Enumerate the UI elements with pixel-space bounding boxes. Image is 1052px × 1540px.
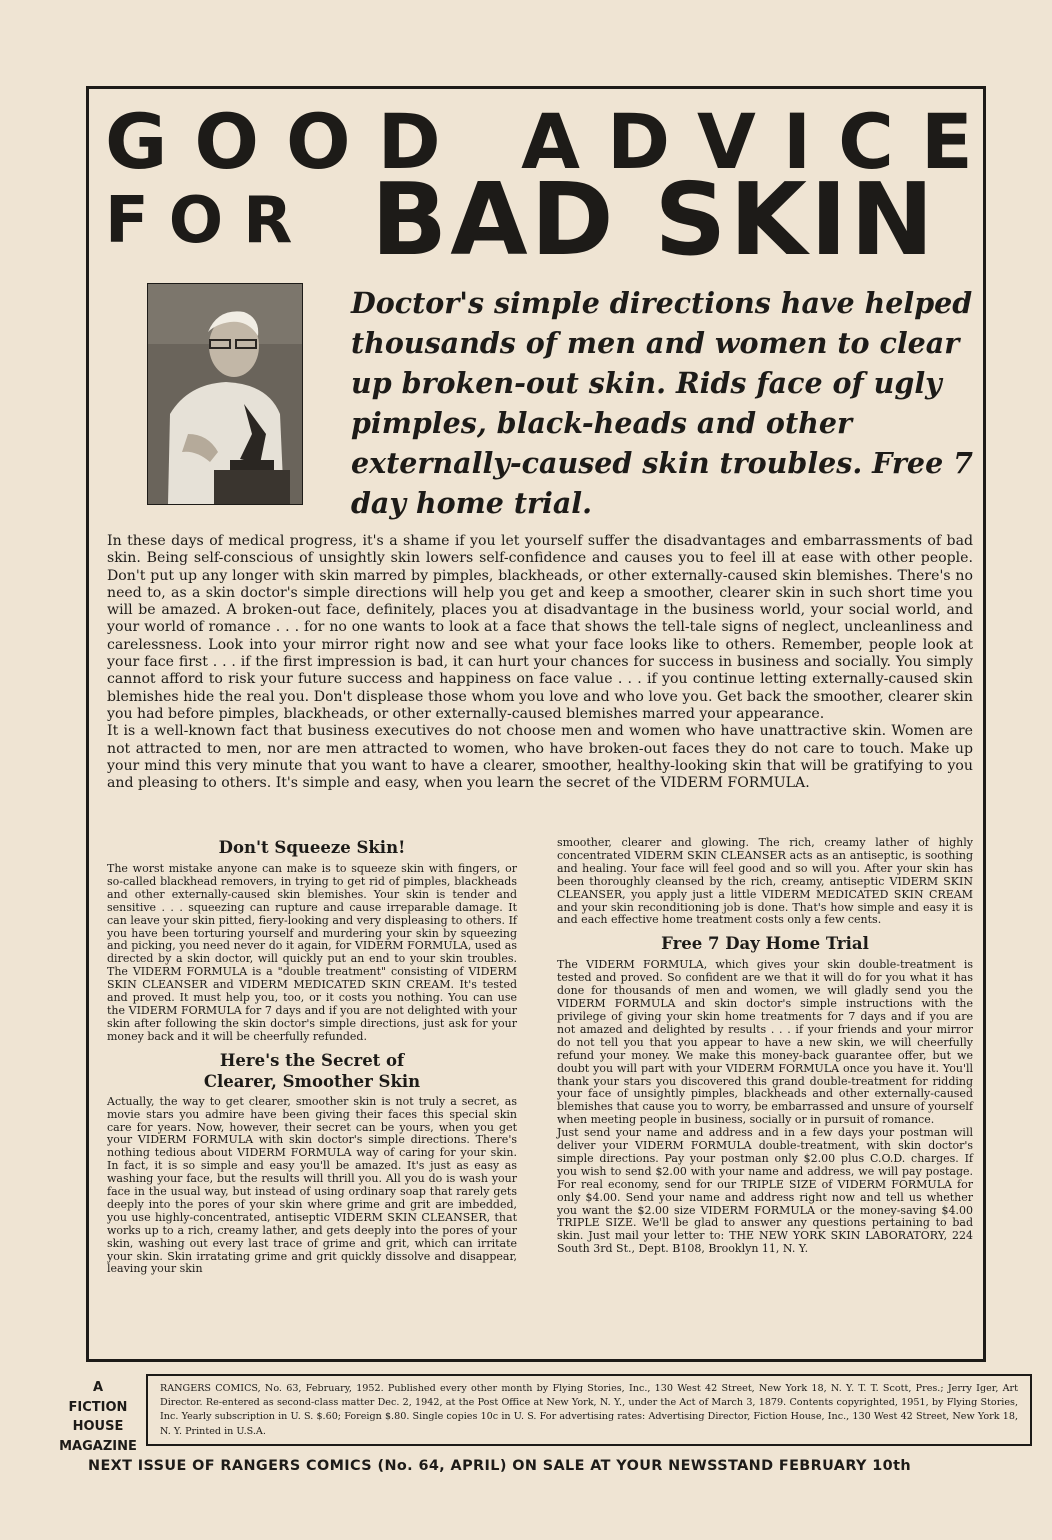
indicia-box xyxy=(146,1374,1032,1446)
publisher-line-4: MAGAZINE xyxy=(59,1438,137,1454)
intro-paragraph-2: It is a well-known fact that business executives do not choose men and women who have unattractive skin. Women are not attracted to men, nor are men attracted to women, who have broken-out faces they do not care to touch. Make up your mind this very minute that you want to have a clearer, smoother, healthy-looking skin that will be gratifying to you and pleasing to others. It's simple and easy, when you learn the secret of the VIDERM FORMULA. xyxy=(107,723,973,792)
headline-good-advice: GOOD ADVICE xyxy=(105,97,1000,186)
intro-paragraph-1: In these days of medical progress, it's a shame if you let yourself suffer the disadvantages and embarrassments of bad skin. Being self-conscious of unsightly skin lowers self-confidence and causes you to feel ill at ease with other people. Don't put up any longer with skin marred by pimples, blackheads, or other externally-caused skin blemishes. There's no need to, as a skin doctor's simple directions will help you get and keep a smoother, clearer skin in such short time you will be amazed. A broken-out face, definitely, places you at disadvantage in the business world, your social world, and your world of romance . . . for no one wants to look at a face that shows the tell-tale signs of neglect, uncleanliness and carelessness. Look into your mirror right now and see what your face looks like to others. Remember, people look at your face first . . . if the first impression is bad, it can hurt your chances for success in business and socially. You simply cannot afford to risk your future success and happiness on face value . . . if you continue letting externally-caused skin blemishes hide the real you. Don't displease those whom you love and who love you. Get back the smoother, clearer skin you had before pimples, blackheads, or other externally-caused blemishes marred your appearance. xyxy=(107,533,973,722)
headline-bad-skin: BAD SKIN xyxy=(371,161,937,278)
right-paragraph-2: The VIDERM FORMULA, which gives your skin double-treatment is tested and proved. So confident are we that it will do for you what it has done for thousands of men and women, we will gladly send you the VIDERM FORMULA and skin doctor's simple instructions with the privilege of giving your skin home treatments for 7 days and if you are not amazed and delighted by results . . . if your friends and your mirror do not tell you that you appear to have a new skin, we will cheerfully refund your money. We make this money-back guarantee offer, but we doubt you will part with your VIDERM FORMULA once you have it. You'll thank your stars you discovered this grand double-treatment for ridding your face of unsightly pimples, blackheads and other externally-caused blemishes that cause you to worry, be embarrassed and unsure of yourself when meeting people in business, socially or in pursuit of romance. xyxy=(557,958,973,1127)
right-paragraph-1: smoother, clearer and glowing. The rich, creamy lather of highly concentrated VIDERM SKIN CLEANSER acts as an antiseptic, is soothing and healing. Your face will feel good and so will you. After your skin has been thoroughly cleansed by the rich, creamy, antiseptic VIDERM SKIN CLEANSER, you apply just a little VIDERM MEDICATED SKIN CREAM and your skin reconditioning job is done. That's how simple and easy it is and each effective home treatment costs only a few cents. xyxy=(557,836,973,927)
advertisement xyxy=(86,86,1000,1362)
right-paragraph-3: Just send your name and address and in a few days your postman will deliver your VIDERM FORMULA double-treatment, with skin doctor's simple directions. Pay your postman only $2.00 plus C.O.D. charges. If you wish to send $2.00 with your name and address, we will pay postage. For real economy, send for our TRIPLE SIZE of VIDERM FORMULA for only $4.00. Send your name and address right now and tell us whether you want the $2.00 size VIDERM FORMULA or the money-saving $4.00 TRIPLE SIZE. We'll be glad to answer any questions pertaining to bad skin. Just mail your letter to: THE NEW YORK SKIN LABORATORY, 224 South 3rd St., Dept. B108, Brooklyn 11, N. Y. xyxy=(557,1126,973,1256)
subheading-secret-line1: Here's the Secret of xyxy=(219,1050,405,1070)
left-column xyxy=(107,837,517,1276)
next-issue-footer: NEXT ISSUE OF RANGERS COMICS (No. 64, APRIL) ON SALE AT YOUR NEWSSTAND FEBRUARY 10th xyxy=(88,1458,912,1474)
subheading-secret-line2: Clearer, Smoother Skin xyxy=(203,1071,421,1091)
headline-for: FOR xyxy=(105,184,313,258)
subheading-free-trial: Free 7 Day Home Trial xyxy=(661,934,869,954)
left-paragraph-1: The worst mistake anyone can make is to squeeze skin with fingers, or so-called blackhead removers, in trying to get rid of pimples, blackheads and other externally-caused skin blemishes. Your skin is tender and sensitive . . . squeezing can rupture and cause irreparable damage. It can leave your skin pitted, fiery-looking and very displeasing to others. If you have been torturing yourself and murdering your skin by squeezing and picking, you need never do it again, for VIDERM FORMULA, used as directed by a skin doctor, will quickly put an end to your skin troubles. The VIDERM FORMULA is a "double treatment" consisting of VIDERM SKIN CLEANSER and VIDERM MEDICATED SKIN CREAM. It's tested and proved. It must help you, too, or it costs you nothing. You can use the VIDERM FORMULA for 7 days and if you are not delighted with your skin after following the skin doctor's simple directions, just ask for your money back and it will be cheerfully refunded. xyxy=(107,862,517,1043)
indicia-text: RANGERS COMICS, No. 63, February, 1952. Published every other month by Flying Stories, Inc., 130 West 42 Street, New York 18, N. Y. T. T. Scott, Pres.; Jerry Iger, Art Director. Re-entered as second-class matter Dec. 2, 1942, at the Post Office at New York, N. Y., under the Act of March 3, 1879. Contents copyrighted, 1951, by Flying Stories, Inc. Yearly subscription in U. S. $.60; Foreign $.80. Single copies 10c in U. S. For advertising rates: Advertising Director, Fiction House, Inc., 130 West 42 Street, New York 18, N. Y. Printed in U.S.A. xyxy=(160,1383,1018,1437)
right-column xyxy=(557,837,973,1256)
publisher-line-2: FICTION xyxy=(68,1399,128,1415)
publisher-line-1: A xyxy=(92,1380,104,1395)
publisher-line-3: HOUSE xyxy=(72,1419,124,1434)
left-paragraph-2: Actually, the way to get clearer, smoother skin is not truly a secret, as movie stars you admire have been giving their faces this special skin care for years. Now, however, their secret can be yours, when you get your VIDERM FORMULA with skin doctor's simple directions. There's nothing tedious about VIDERM FORMULA way of caring for your skin. In fact, it is so simple and easy you'll be amazed. It's just as easy as washing your face, but the results will thrill you. All you do is wash your face in the usual way, but instead of using ordinary soap that rarely gets deeply into the pores of your skin where grime and grit are imbedded, you use highly-concentrated, antiseptic VIDERM SKIN CLEANSER, that works up to a rich, creamy lather, and gets deeply into the pores of your skin, washing out every last trace of grime and grit, which can irritate your skin. Skin irratating grime and grit quickly dissolve and disappear, leaving your skin xyxy=(107,1094,517,1276)
publisher-label xyxy=(58,1378,138,1456)
subheading-secret xyxy=(107,1050,517,1092)
subheading-dont-squeeze: Don't Squeeze Skin! xyxy=(218,838,406,857)
intro-text xyxy=(107,533,973,792)
doctor-photo xyxy=(147,283,303,505)
lead-paragraph: Doctor's simple directions have helped thousands of men and women to clear up broken-out skin. Rids face of ugly pimples, black-heads and other externally-caused skin troubles. Free 7 day home trial. xyxy=(351,286,973,520)
